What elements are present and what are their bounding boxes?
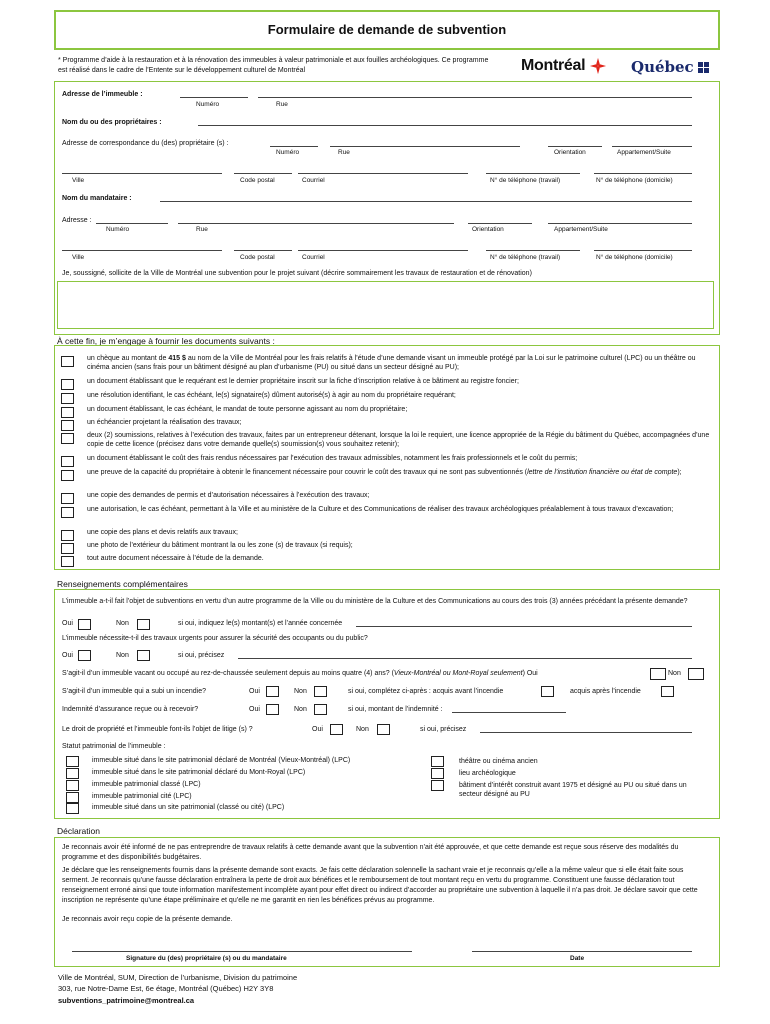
- request-statement: Je, soussigné, sollicite de la Ville de Montréal une subvention pour le projet suivant (décrire sommairement les travaux de restauration et de rénovation): [62, 270, 532, 277]
- q5-oui-label: Oui: [249, 706, 260, 713]
- q6-non-checkbox[interactable]: [377, 724, 390, 735]
- corr-postal-field[interactable]: [234, 173, 292, 174]
- statut-checkbox[interactable]: [66, 768, 79, 779]
- q3-non-checkbox[interactable]: [688, 668, 704, 680]
- mandataire-address-label: Adresse :: [62, 217, 92, 224]
- q2-if-label: si oui, précisez: [178, 652, 225, 659]
- documents-title: À cette fin, je m’engage à fournir les documents suivants :: [57, 336, 275, 346]
- q1-amount-field[interactable]: [356, 626, 692, 627]
- declaration-p2: Je déclare que les renseignements fournis dans la présente demande sont exacts. Je fais cette déclaration solennelle la sachant vraie et je reconnais qu’elle a la même valeur que si elle était faite sous serment. Je reconnais qu’une fausse déclaration entraînera la perte de droit aux bénéfices et le remboursement de tout montant reçu en vertu du programme. Constituent une fausse déclaration tout renseignement erroné ainsi que toute information manifestement incomplète ayant pour effet direct ou indirect d’accorder au propriétaire une subvention à laquelle il n’a pas droit. Je déclare savoir que cette inscription ne représente qu’une étape préliminaire et qu’elle ne me garantit en rien les bénéfices prévus au programme.: [62, 867, 698, 905]
- document-checkbox[interactable]: [61, 556, 74, 567]
- q1-oui-checkbox[interactable]: [78, 619, 91, 630]
- project-description-textarea[interactable]: [57, 281, 714, 329]
- mand-city-field[interactable]: [62, 250, 222, 251]
- program-intro: * Programme d’aide à la restauration et à la rénovation des immeubles à valeur patrimoniale et aux fouilles archéologiques. Ce programme est réalisé dans le cadre de l’Entente sur le développement culturel de Montréal: [58, 57, 489, 74]
- statut-item-label: immeuble situé dans le site patrimonial déclaré du Mont-Royal (LPC): [92, 769, 306, 776]
- mand-phone-home-field[interactable]: [594, 250, 692, 251]
- corr-number-field[interactable]: [270, 146, 318, 147]
- mandataire-label: Nom du mandataire :: [62, 195, 132, 202]
- q1-if-label: si oui, indiquez le(s) montant(s) et l’année concernée: [178, 620, 343, 627]
- q4-before-checkbox[interactable]: [541, 686, 554, 697]
- email-caption: Courriel: [302, 254, 325, 261]
- phone-home-caption: N° de téléphone (domicile): [596, 177, 673, 184]
- montreal-rosette-icon: [589, 57, 607, 75]
- mand-suite-field[interactable]: [548, 223, 692, 224]
- phone-home-caption: N° de téléphone (domicile): [596, 254, 673, 261]
- orientation-caption: Orientation: [472, 226, 504, 233]
- q6-oui-label: Oui: [312, 726, 323, 733]
- statut-checkbox[interactable]: [431, 768, 444, 779]
- document-checkbox[interactable]: [61, 530, 74, 541]
- corr-suite-field[interactable]: [612, 146, 692, 147]
- building-number-field[interactable]: [180, 97, 248, 98]
- document-item-text: un document établissant le coût des frais rendus nécessaires par l’exécution des travaux admissibles, notamment les frais professionnels et le coût du permis;: [87, 455, 578, 462]
- q4-after-checkbox[interactable]: [661, 686, 674, 697]
- document-item-text: une photo de l’extérieur du bâtiment montrant la ou les zone (s) de travaux (si requis);: [87, 542, 353, 549]
- corr-street-field[interactable]: [330, 146, 520, 147]
- numero-caption: Numéro: [276, 149, 300, 156]
- mand-street-field[interactable]: [178, 223, 454, 224]
- q4-text: S’agit-il d’un immeuble qui a subi un incendie?: [62, 688, 206, 695]
- statut-checkbox[interactable]: [431, 780, 444, 791]
- document-item-text: une copie des demandes de permis et d’autorisation nécessaires à l’exécution des travaux;: [87, 492, 370, 499]
- document-checkbox[interactable]: [61, 543, 74, 554]
- form-title: Formulaire de demande de subvention: [54, 10, 720, 50]
- q2-oui-checkbox[interactable]: [78, 650, 91, 661]
- date-field[interactable]: [472, 951, 692, 952]
- building-street-field[interactable]: [258, 97, 692, 98]
- postal-caption: Code postal: [240, 254, 275, 261]
- q5-amount-field[interactable]: [452, 712, 566, 713]
- numero-caption: Numéro: [196, 101, 220, 108]
- q3-oui-checkbox[interactable]: [650, 668, 666, 680]
- q1-non-label: Non: [116, 620, 129, 627]
- q4-non-checkbox[interactable]: [314, 686, 327, 697]
- document-checkbox[interactable]: [61, 470, 74, 481]
- document-item-text: un échéancier projetant la réalisation des travaux;: [87, 419, 242, 426]
- statut-checkbox[interactable]: [66, 792, 79, 803]
- declaration-p1: Je reconnais avoir été informé de ne pas entreprendre de travaux relatifs à cette demande avant que la subvention n’ait été approuvée, et que cette demande est reçue sous réserve des modalités du programme et des disponibilités budgétaires.: [62, 844, 679, 862]
- corr-city-field[interactable]: [62, 173, 222, 174]
- q4-oui-checkbox[interactable]: [266, 686, 279, 697]
- footer-address: [58, 972, 297, 1006]
- q5-text: Indemnité d’assurance reçue ou à recevoir?: [62, 706, 199, 713]
- document-checkbox[interactable]: [61, 420, 74, 431]
- mandataire-field[interactable]: [160, 201, 692, 202]
- statut-checkbox[interactable]: [66, 803, 79, 814]
- mand-number-field[interactable]: [96, 223, 168, 224]
- statut-item-label: immeuble patrimonial classé (LPC): [92, 781, 201, 788]
- q4-oui-label: Oui: [249, 688, 260, 695]
- suite-caption: Appartement/Suite: [617, 149, 671, 156]
- document-checkbox[interactable]: [61, 456, 74, 467]
- document-checkbox[interactable]: [61, 379, 74, 390]
- fleurdelise-icon: [698, 62, 709, 73]
- suite-caption: Appartement/Suite: [554, 226, 608, 233]
- mand-orientation-field[interactable]: [468, 223, 532, 224]
- numero-caption: Numéro: [106, 226, 130, 233]
- document-checkbox[interactable]: [61, 493, 74, 504]
- rue-caption: Rue: [196, 226, 208, 233]
- statut-checkbox[interactable]: [66, 780, 79, 791]
- document-item-text: une copie des plans et devis relatifs aux travaux;: [87, 529, 238, 536]
- q5-oui-checkbox[interactable]: [266, 704, 279, 715]
- statut-checkbox[interactable]: [431, 756, 444, 767]
- q1-text: L’immeuble a-t-il fait l’objet de subventions en vertu d’un autre programme de la Ville ou du ministère de la Culture et des Communications au cours des trois (3) années précédant la présente demande?: [62, 598, 688, 605]
- q2-non-label: Non: [116, 652, 129, 659]
- date-caption: Date: [570, 955, 585, 962]
- q4-after-label: acquis après l’incendie: [570, 688, 641, 695]
- q6-text: Le droit de propriété et l’immeuble font-ils l’objet de litige (s) ?: [62, 726, 253, 733]
- phone-work-caption: N° de téléphone (travail): [490, 177, 561, 184]
- correspondence-label: Adresse de correspondance du (des) propriétaire (s) :: [62, 140, 229, 147]
- signature-field[interactable]: [72, 951, 412, 952]
- document-checkbox[interactable]: [61, 507, 74, 518]
- corr-phone-work-field[interactable]: [486, 173, 580, 174]
- q6-if-label: si oui, précisez: [420, 726, 467, 733]
- statut-item-label: immeuble situé dans le site patrimonial déclaré de Montréal (Vieux-Montréal) (LPC): [92, 757, 351, 764]
- q2-text: L’immeuble nécessite-t-il des travaux urgents pour assurer la sécurité des occupants ou du public?: [62, 635, 368, 642]
- statut-item-label: théâtre ou cinéma ancien: [459, 758, 538, 765]
- building-address-label: Adresse de l’immeuble :: [62, 91, 143, 98]
- q2-details-field[interactable]: [238, 658, 692, 659]
- footer-line-2: 303, rue Notre-Dame Est, 6e étage, Montréal (Québec) H2Y 3Y8: [58, 984, 274, 994]
- document-item-text: un document établissant que le requérant est le dernier propriétaire inscrit sur la fiche d’inscription relative à ce bâtiment au registre foncier;: [87, 378, 519, 385]
- quebec-logo-text: Québec: [631, 58, 694, 76]
- extra-title: Renseignements complémentaires: [57, 579, 188, 589]
- footer-email[interactable]: subventions_patrimoine@montreal.ca: [58, 995, 195, 1005]
- quebec-logo: [631, 58, 709, 77]
- rue-caption: Rue: [276, 101, 288, 108]
- document-item-text: tout autre document nécessaire à l’étude de la demande.: [87, 555, 264, 562]
- declaration-p3: Je reconnais avoir reçu copie de la présente demande.: [62, 916, 233, 923]
- owners-field[interactable]: [198, 125, 692, 126]
- owners-label: Nom du ou des propriétaires :: [62, 119, 162, 126]
- orientation-caption: Orientation: [554, 149, 586, 156]
- q5-if-label: si oui, montant de l’indemnité :: [348, 706, 443, 713]
- statut-item-label: immeuble patrimonial cité (LPC): [92, 793, 192, 800]
- corr-phone-home-field[interactable]: [594, 173, 692, 174]
- statut-item-label: lieu archéologique: [459, 770, 516, 777]
- statut-item-label: immeuble situé dans un site patrimonial (classé ou cité) (LPC): [92, 804, 285, 811]
- q3-non-label: Non: [668, 670, 681, 677]
- document-checkbox[interactable]: [61, 393, 74, 404]
- q2-non-checkbox[interactable]: [137, 650, 150, 661]
- q4-non-label: Non: [294, 688, 307, 695]
- document-item-text: une autorisation, le cas échéant, permettant à la Ville et au ministère de la Culture et des Communications de réaliser des travaux archéologiques préalablement à tous travaux d’excavation;: [87, 506, 674, 513]
- document-checkbox[interactable]: [61, 433, 74, 444]
- q5-non-checkbox[interactable]: [314, 704, 327, 715]
- mand-postal-field[interactable]: [234, 250, 292, 251]
- montreal-logo-text: Montréal: [521, 57, 586, 74]
- corr-email-field[interactable]: [298, 173, 468, 174]
- document-item-text: un chèque au montant de 415 $ au nom de la Ville de Montréal pour les frais relatifs à l’étude d’une demande visant un immeuble protégé par la Loi sur le patrimoine culturel (LPC) ou un théâtre ou cinéma ancien (sans frais pour un bâtiment désigné au plan d’urbanisme (PU) ou situé dans un secteur désigné au PU);: [87, 355, 696, 372]
- document-checkbox[interactable]: [61, 356, 74, 367]
- mand-phone-work-field[interactable]: [486, 250, 580, 251]
- q1-oui-label: Oui: [62, 620, 73, 627]
- phone-work-caption: N° de téléphone (travail): [490, 254, 561, 261]
- footer-line-1: Ville de Montréal, SUM, Direction de l’urbanisme, Division du patrimoine: [58, 973, 298, 982]
- q4-if-label: si oui, complétez ci-après : acquis avant l’incendie: [348, 688, 504, 695]
- q2-oui-label: Oui: [62, 652, 73, 659]
- email-caption: Courriel: [302, 177, 325, 184]
- mand-email-field[interactable]: [298, 250, 468, 251]
- document-item-text: un document établissant, le cas échéant, le mandat de toute personne agissant au nom du propriétaire;: [87, 406, 408, 413]
- postal-caption: Code postal: [240, 177, 275, 184]
- ville-caption: Ville: [72, 177, 85, 184]
- rue-caption: Rue: [338, 149, 350, 156]
- q1-non-checkbox[interactable]: [137, 619, 150, 630]
- document-item-text: une résolution identifiant, le cas échéant, le(s) signataire(s) dûment autorisé(s) à agir au nom du propriétaire requérant;: [87, 392, 456, 399]
- q6-non-label: Non: [356, 726, 369, 733]
- document-item-text: deux (2) soumissions, relatives à l’exécution des travaux, faites par un entrepreneur détenant, lorsque la loi le requiert, une licence appropriée de la Régie du bâtiment du Québec, accompagnées d’une copie de cette licence (précisez dans votre demande quelle(s) soumission(s) vous souhaitez retenir);: [87, 432, 710, 449]
- document-item-text: une preuve de la capacité du propriétaire à obtenir le financement nécessaire pour couvrir le coût des travaux qui ne sont pas subventionnés (lettre de l’institution financière ou état de compte);: [87, 469, 682, 476]
- q6-details-field[interactable]: [480, 732, 692, 733]
- signature-caption: Signature du (des) propriétaire (s) ou du mandataire: [126, 955, 287, 962]
- statut-checkbox[interactable]: [66, 756, 79, 767]
- q6-oui-checkbox[interactable]: [330, 724, 343, 735]
- ville-caption: Ville: [72, 254, 85, 261]
- statut-label: Statut patrimonial de l’immeuble :: [62, 743, 166, 750]
- document-checkbox[interactable]: [61, 407, 74, 418]
- declaration-title: Déclaration: [57, 826, 100, 836]
- q5-non-label: Non: [294, 706, 307, 713]
- corr-orientation-field[interactable]: [548, 146, 602, 147]
- montreal-logo: [521, 56, 607, 76]
- q3-text: S’agit-il d’un immeuble vacant ou occupé au rez-de-chaussée seulement depuis au moins quatre (4) ans? (Vieux-Montréal ou Mont-Royal seulement) Oui: [62, 670, 538, 677]
- statut-item-label: bâtiment d’intérêt construit avant 1975 et désigné au PU ou situé dans un secteur désigné au PU: [459, 782, 687, 799]
